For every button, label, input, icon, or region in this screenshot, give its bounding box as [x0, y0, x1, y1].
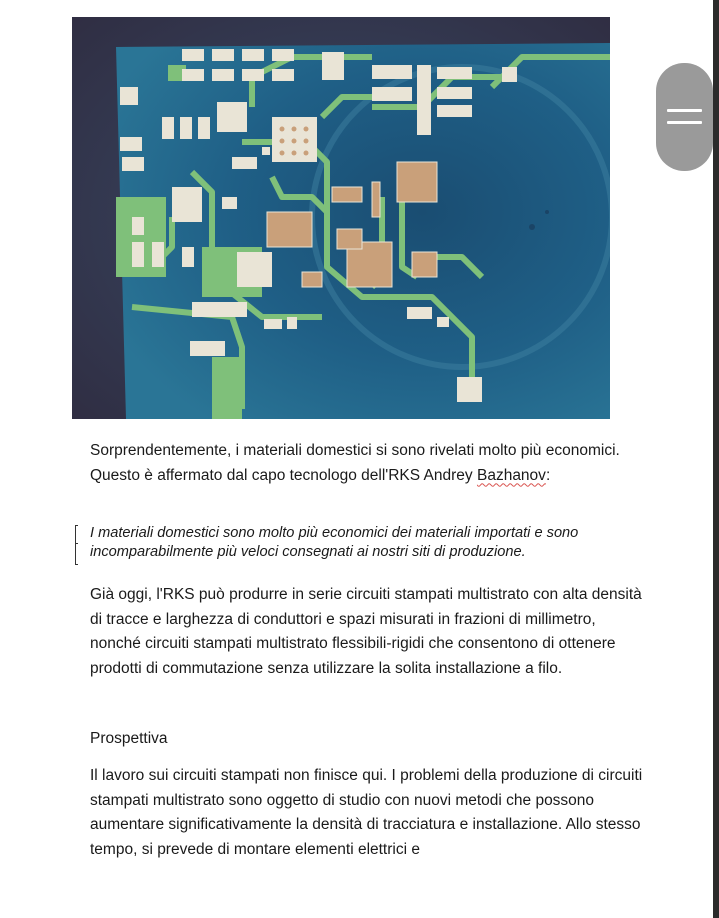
paragraph-intro	[90, 439, 650, 488]
paragraph-intro-text: Sorprendentemente, i materiali domestici si sono rivelati molto più economici. Questo è affermato dal capo tecnologo dell'RKS Andrey	[90, 442, 620, 484]
blockquote: I materiali domestici sono molto più economici dei materiali importati e sono incomparabilmente più veloci consegnati ai nostri siti di produzione.	[90, 525, 579, 560]
spellcheck-word: Bazhanov	[476, 466, 546, 484]
window-edge	[713, 0, 719, 918]
pcb-illustration	[72, 17, 610, 419]
pcb-photo	[72, 17, 610, 419]
section-heading: Prospettiva	[90, 730, 168, 747]
paragraph-continued: Il lavoro sui circuiti stampati non finisce qui. I problemi della produzione di circuiti stampati multistrato sono oggetto di studio con nuovi metodi che possono aumentare significativamente la densità di tracciatura e installazione. Allo stesso tempo, si prevede di montare elementi elettrici e	[90, 767, 643, 858]
scroll-handle[interactable]	[656, 63, 713, 171]
quote-border	[75, 525, 76, 565]
paragraph-body: Già oggi, l'RKS può produrre in serie circuiti stampati multistrato con alta densità di tracce e larghezza di conduttori e spazi misurati in frazioni di millimetro, nonché circuiti stampati multistrato flessibili-rigidi che consentono di ottenere prodotti di commutazione senza utilizzare la solita installazione a filo.	[90, 586, 642, 677]
paragraph-intro-colon: :	[545, 466, 551, 484]
